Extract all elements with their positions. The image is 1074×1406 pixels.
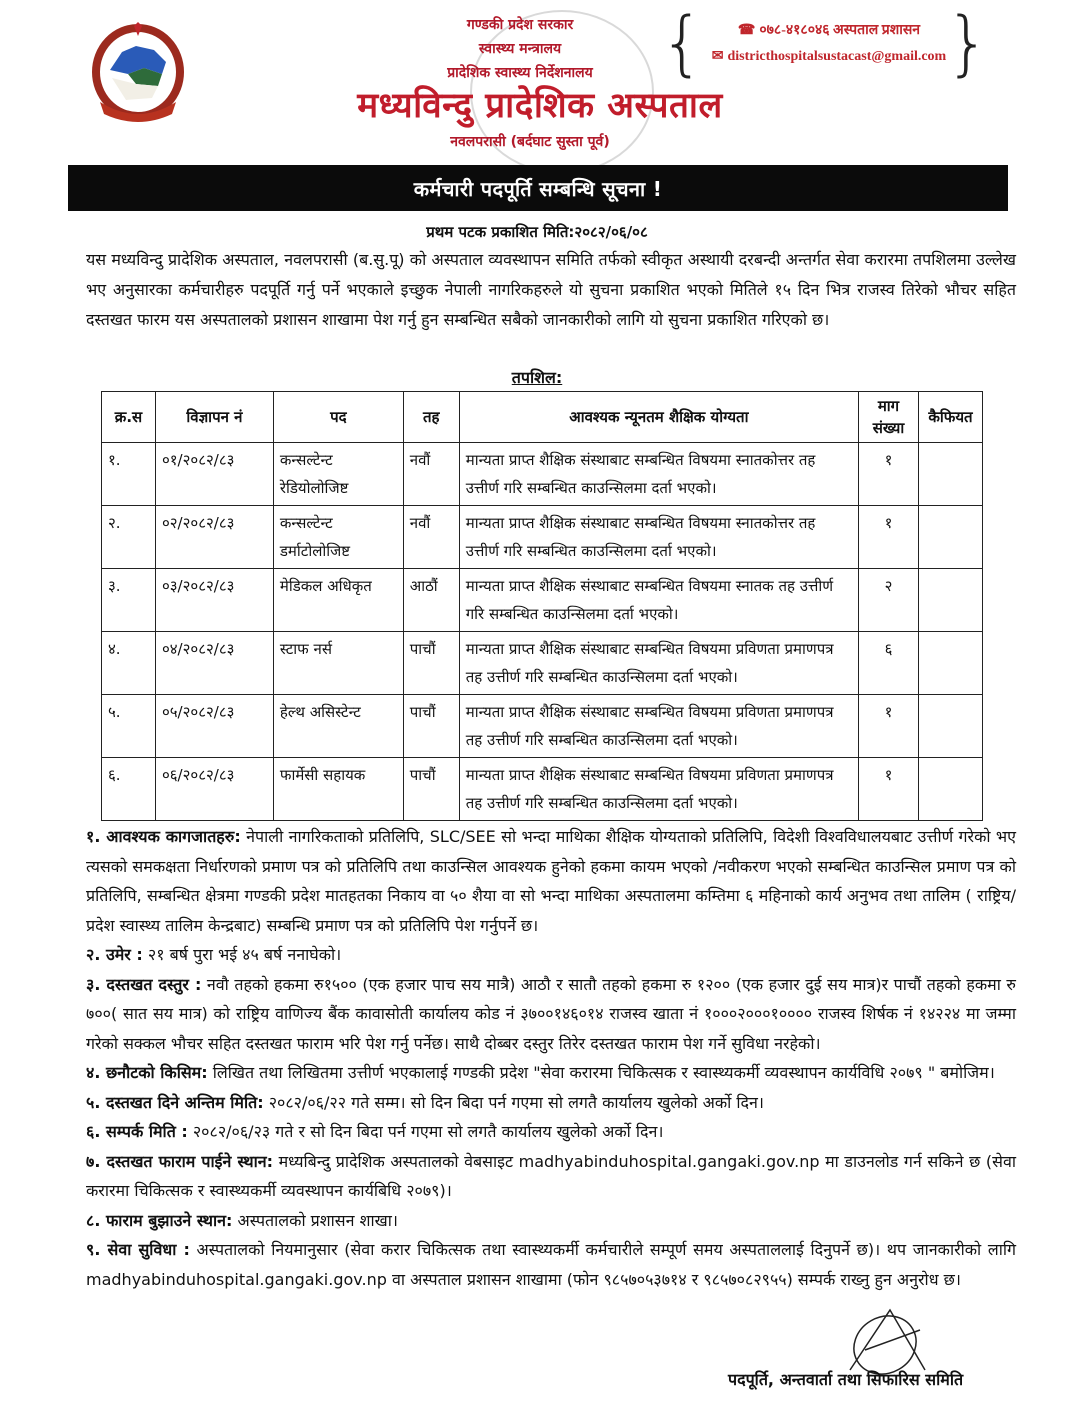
right-brace: } xyxy=(945,2,990,84)
cell-count: १ xyxy=(859,443,919,506)
notice-sections xyxy=(86,822,1016,1294)
col-header-qualification: आवश्यक न्यूनतम शैक्षिक योग्यता xyxy=(459,392,858,443)
table-row xyxy=(102,758,983,821)
section-age: २. उमेर : २१ बर्ष पुरा भई ४५ बर्ष ननाघेको। xyxy=(86,945,342,964)
hospital-name: मध्यविन्दु प्रादेशिक अस्पताल xyxy=(357,86,723,126)
col-header-post: पद xyxy=(273,392,403,443)
left-brace: { xyxy=(660,2,705,84)
vacancy-table xyxy=(101,391,983,821)
cell-count: १ xyxy=(859,695,919,758)
section-selection: ४. छनौटको किसिम: लिखित तथा लिखितमा उत्तीर्ण भएकालाई गण्डकी प्रदेश "सेवा करारमा चिकित्सक र स्वास्थ्यकर्मी व्यवस्थापन कार्यविधि २०७९ " बमोजिम। xyxy=(86,1063,995,1082)
cell-count: ६ xyxy=(859,632,919,695)
notice-banner xyxy=(68,165,1008,211)
section-contact-date: ६. सम्पर्क मिति : २०८२/०६/२३ गते र सो दिन बिदा पर्न गएमा सो लगतै कार्यालय खुलेको अर्को दिन। xyxy=(86,1122,664,1141)
cell-post: कन्सल्टेन्ट डर्माटोलोजिष्ट xyxy=(273,506,403,569)
envelope-icon: ✉ xyxy=(711,49,724,64)
cell-remarks xyxy=(918,758,982,821)
cell-sn: २. xyxy=(102,506,156,569)
cell-count: २ xyxy=(859,569,919,632)
cell-post: फार्मेसी सहायक xyxy=(273,758,403,821)
section-benefits: ९. सेवा सुविधा : अस्पतालको नियमानुसार (सेवा करार चिकित्सक तथा स्वास्थ्यकर्मी कर्मचारीले सम्पूर्ण समय अस्पताललाई दिनुपर्ने छ)। थप जानकारीको लागि madhyabinduhospital.gangaki.gov.np वा अस्पताल प्रशासन शाखामा (फोन ९८५७०५३७१४ र ९८५७०८२९५५) सम्पर्क राख्नु हुन अनुरोध छ। xyxy=(86,1240,1016,1289)
gov-line-ministry: स्वास्थ्य मन्त्रालय xyxy=(478,41,562,57)
table-header-row xyxy=(102,392,983,443)
col-header-remarks: कैफियत xyxy=(918,392,982,443)
committee-signature: पदपूर्ति, अन्तवार्ता तथा सिफारिस समिति xyxy=(728,1370,964,1389)
col-header-level: तह xyxy=(403,392,459,443)
col-header-count: माग संख्या xyxy=(859,392,919,443)
cell-adv-no: ०४/२०८२/८३ xyxy=(155,632,273,695)
cell-post: हेल्थ असिस्टेन्ट xyxy=(273,695,403,758)
gov-line-province: गण्डकी प्रदेश सरकार xyxy=(466,17,574,33)
cell-level: पाचौं xyxy=(403,632,459,695)
cell-adv-no: ०२/२०८२/८३ xyxy=(155,506,273,569)
table-row xyxy=(102,695,983,758)
table-row xyxy=(102,632,983,695)
cell-sn: ५. xyxy=(102,695,156,758)
contact-box xyxy=(660,2,990,84)
cell-qualification: मान्यता प्राप्त शैक्षिक संस्थाबाट सम्बन्धित विषयमा प्रविणता प्रमाणपत्र तह उत्तीर्ण गरि सम्बन्धित काउन्सिलमा दर्ता भएको। xyxy=(459,695,858,758)
cell-count: १ xyxy=(859,506,919,569)
cell-remarks xyxy=(918,506,982,569)
telephone-icon: ☎ xyxy=(737,23,756,38)
cell-count: १ xyxy=(859,758,919,821)
cell-adv-no: ०६/२०८२/८३ xyxy=(155,758,273,821)
cell-level: आठौं xyxy=(403,569,459,632)
cell-level: नवौं xyxy=(403,443,459,506)
section-submit-location: ८. फाराम बुझाउने स्थान: अस्पतालको प्रशासन शाखा। xyxy=(86,1210,398,1230)
table-title: तपशिल: xyxy=(511,368,563,387)
cell-remarks xyxy=(918,632,982,695)
intro-paragraph: यस मध्यविन्दु प्रादेशिक अस्पताल, नवलपरासी (ब.सु.पू) को अस्पताल व्यवस्थापन समिति तर्फको स्वीकृत अस्थायी दरबन्दी अन्तर्गत सेवा करारमा तपशिलमा उल्लेख भए अनुसारका कर्मचारीहरु पदपूर्ति गर्नु पर्ने भएकाले इच्छुक नेपाली नागरिकहरुले यो सुचना प्रकाशित भएको मितिले १५ दिन भित्र राजस्व तिरेको भौचर सहित दस्तखत फारम यस अस्पतालको प्रशासन शाखामा पेश गर्नु हुन सम्बन्धित सबैको जानकारीको लागि यो सुचना प्रकाशित गरिएको छ। xyxy=(86,250,1016,329)
section-fee: ३. दस्तखत दस्तुर : नवौ तहको हकमा रु१५०० (एक हजार पाच सय मात्रै) आठौ र सातौ तहको हकमा रु १२०० (एक हजार दुई सय मात्र)र पाचौं तहको हकमा रु ७००( सात सय मात्र) को राष्ट्रिय वाणिज्य बैंक कावासोती कार्यालय कोड नं ३७००१४६०१४ राजस्व खाता नं १०००२०००१०००० राजस्व शिर्षक नं १४२२४ मा जम्मा गरेको सक्कल भौचर सहित दस्तखत फाराम भरि पेश गर्नु पर्नेछ। साथै दोब्बर दस्तुर तिरेर दस्तखत फाराम पेश गर्ने सुविधा नरहेको। xyxy=(86,974,1016,1053)
section-form-location: ७. दस्तखत फाराम पाईने स्थान: मध्यबिन्दु प्रादेशिक अस्पतालको वेबसाइट madhyabinduhospital.gangaki.gov.np मा डाउनलोड गर्न सकिने छ (सेवा करारमा चिकित्सक र स्वास्थ्यकर्मी व्यवस्थापन कार्यबिधि २०७९)। xyxy=(86,1151,1016,1200)
cell-qualification: मान्यता प्राप्त शैक्षिक संस्थाबाट सम्बन्धित विषयमा स्नातक तह उत्तीर्ण गरि सम्बन्धित काउन्सिलमा दर्ता भएको। xyxy=(459,569,858,632)
contact-phone: ☎ ०७८-४१८०४६ अस्पताल प्रशासन xyxy=(737,23,921,38)
cell-level: नवौं xyxy=(403,506,459,569)
contact-email[interactable]: ✉ districthospitalsustacast@gmail.com xyxy=(711,49,947,64)
cell-post: मेडिकल अधिकृत xyxy=(273,569,403,632)
table-row xyxy=(102,506,983,569)
cell-qualification: मान्यता प्राप्त शैक्षिक संस्थाबाट सम्बन्धित विषयमा स्नातकोत्तर तह उत्तीर्ण गरि सम्बन्धित काउन्सिलमा दर्ता भएको। xyxy=(459,506,858,569)
cell-qualification: मान्यता प्राप्त शैक्षिक संस्थाबाट सम्बन्धित विषयमा स्नातकोत्तर तह उत्तीर्ण गरि सम्बन्धित काउन्सिलमा दर्ता भएको। xyxy=(459,443,858,506)
cell-adv-no: ०१/२०८२/८३ xyxy=(155,443,273,506)
notice-title: कर्मचारी पदपूर्ति सम्बन्धि सूचना ! xyxy=(413,176,663,201)
hospital-location: नवलपरासी (बर्दघाट सुस्ता पूर्व) xyxy=(450,134,610,150)
cell-sn: ४. xyxy=(102,632,156,695)
col-header-adv-no: विज्ञापन नं xyxy=(155,392,273,443)
cell-adv-no: ०३/२०८२/८३ xyxy=(155,569,273,632)
cell-sn: १. xyxy=(102,443,156,506)
cell-level: पाचौं xyxy=(403,695,459,758)
col-header-sn: क्र.स xyxy=(102,392,156,443)
cell-remarks xyxy=(918,569,982,632)
table-row xyxy=(102,443,983,506)
cell-remarks xyxy=(918,443,982,506)
cell-remarks xyxy=(918,695,982,758)
table-row xyxy=(102,569,983,632)
nepal-government-emblem-icon xyxy=(92,22,184,122)
cell-level: पाचौं xyxy=(403,758,459,821)
cell-qualification: मान्यता प्राप्त शैक्षिक संस्थाबाट सम्बन्धित विषयमा प्रविणता प्रमाणपत्र तह उत्तीर्ण गरि सम्बन्धित काउन्सिलमा दर्ता भएको। xyxy=(459,758,858,821)
cell-post: कन्सल्टेन्ट रेडियोलोजिष्ट xyxy=(273,443,403,506)
section-deadline: ५. दस्तखत दिने अन्तिम मिति: २०८२/०६/२२ गते सम्म। सो दिन बिदा पर्न गएमा सो लगतै कार्यालय खुलेको अर्को दिन। xyxy=(86,1092,764,1112)
section-documents: १. आवश्यक कागजातहरु: नेपाली नागरिकताको प्रतिलिपि, SLC/SEE सो भन्दा माथिका शैक्षिक योग्यताको प्रतिलिपि, विदेशी विश्वविधालयबाट उत्तीर्ण गरेको भए त्यसको समकक्षता निर्धारणको प्रमाण पत्र को प्रतिलिपि तथा काउन्सिल आवश्यक हुनेको हकमा कायम भएको /नवीकरण भएको सम्बन्धित काउन्सिल प्रमाण पत्र को प्रतिलिपि, सम्बन्धित क्षेत्रमा गण्डकी प्रदेश मातहतका निकाय वा ५० शैया वा सो भन्दा माथिका अस्पतालमा कम्तिमा ६ महिनाको कार्य अनुभव तथा तालिम ( राष्ट्रिय/ प्रदेश स्वास्थ्य तालिम केन्द्रबाट) सम्बन्धि प्रमाण पत्र को प्रतिलिपि पेश गर्नुपर्ने छ। xyxy=(86,827,1016,935)
cell-post: स्टाफ नर्स xyxy=(273,632,403,695)
cell-adv-no: ०५/२०८२/८३ xyxy=(155,695,273,758)
cell-sn: ६. xyxy=(102,758,156,821)
cell-qualification: मान्यता प्राप्त शैक्षिक संस्थाबाट सम्बन्धित विषयमा प्रविणता प्रमाणपत्र तह उत्तीर्ण गरि सम्बन्धित काउन्सिलमा दर्ता भएको। xyxy=(459,632,858,695)
published-date: प्रथम पटक प्रकाशित मिति:२०८२/०६/०८ xyxy=(426,223,648,241)
cell-sn: ३. xyxy=(102,569,156,632)
gov-line-directorate: प्रादेशिक स्वास्थ्य निर्देशनालय xyxy=(447,65,593,81)
